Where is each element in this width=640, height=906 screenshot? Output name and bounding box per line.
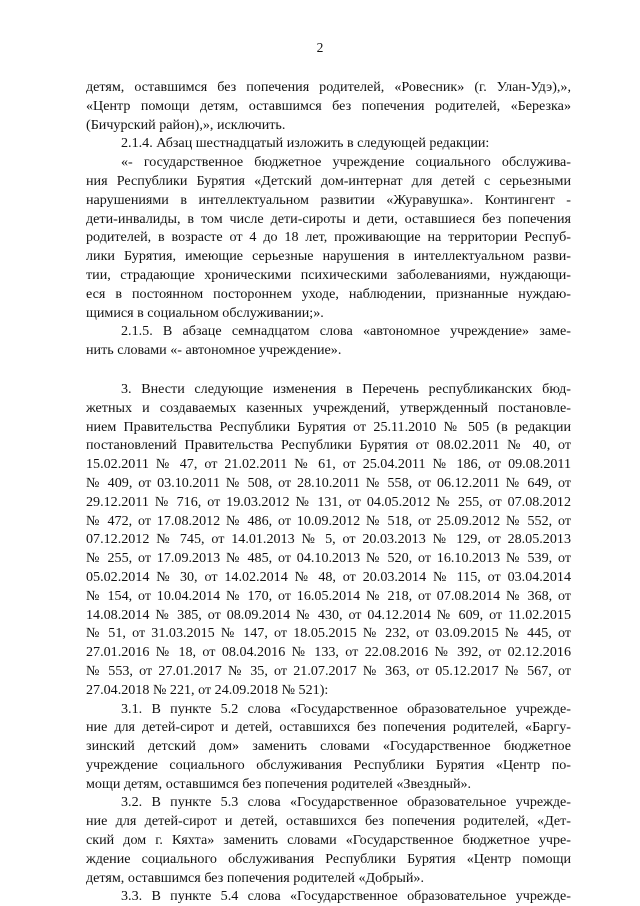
text-line: зинский детский дом» заменить словами «Государственное бюджетное [86, 738, 571, 755]
text-line: 27.01.2016 № 18, от 08.04.2016 № 133, от 22.08.2016 № 392, от 02.12.2016 [86, 644, 571, 661]
text-line: 3.2. В пункте 5.3 слова «Государственное образовательное учрежде- [121, 794, 571, 811]
text-line: детям, оставшимся без попечения родителей, «Ровесник» (г. Улан-Удэ),», [86, 79, 571, 95]
text-line: нарушениями в интеллектуальном развитии «Журавушка». Контингент - [86, 191, 571, 208]
text-line: учреждение социального обслуживания Республики Бурятия «Центр по- [86, 756, 571, 773]
text-line: «- государственное бюджетное учреждение социального обслужива- [121, 154, 571, 171]
text-line: 14.08.2014 № 385, от 08.09.2014 № 430, от 04.12.2014 № 609, от 11.02.2015 [86, 606, 571, 623]
text-line: № 154, от 10.04.2014 № 170, от 16.05.2014 № 218, от 07.08.2014 № 368, от [86, 587, 571, 604]
text-line: ние для детей-сирот и детей, оставшихся без попечения родителей, «Баргу- [86, 719, 571, 736]
text-line: № 255, от 17.09.2013 № 485, от 04.10.2013 № 520, от 16.10.2013 № 539, от [86, 550, 571, 567]
text-line: 2.1.5. В абзаце семнадцатом слова «автономное учреждение» заме- [121, 323, 571, 340]
text-line: мощи детям, оставшимся без попечения родителей «Звездный». [86, 775, 472, 792]
text-line: (Бичурский район),», исключить. [86, 116, 286, 133]
text-line: лики Бурятия, имеющие серьезные нарушения в интеллектуальном разви- [86, 248, 571, 265]
text-line: 05.02.2014 № 30, от 14.02.2014 № 48, от 20.03.2014 № 115, от 03.04.2014 [86, 568, 571, 585]
text-line: 3.1. В пункте 5.2 слова «Государственное образовательное учрежде- [121, 700, 571, 717]
text-line: № 553, от 27.01.2017 № 35, от 21.07.2017 № 363, от 05.12.2017 № 567, от [86, 662, 571, 679]
text-line: жетных и создаваемых казенных учреждений, утвержденный постановле- [86, 399, 571, 416]
text-line: 15.02.2011 № 47, от 21.02.2011 № 61, от 25.04.2011 № 186, от 09.08.2011 [86, 456, 571, 473]
text-line: нить словами «- автономное учреждение». [86, 342, 342, 359]
text-line: № 51, от 31.03.2015 № 147, от 18.05.2015 № 232, от 03.09.2015 № 445, от [86, 625, 571, 642]
paragraph-gap [86, 360, 571, 380]
text-line: еся в постоянном постороннем уходе, наблюдении, признанные нуждаю- [86, 285, 571, 302]
text-line: 3. Внести следующие изменения в Перечень республиканских бюд- [121, 380, 571, 397]
document-body [86, 78, 571, 906]
text-line: № 409, от 03.10.2011 № 508, от 28.10.2011 № 558, от 06.12.2011 № 649, от [86, 474, 571, 491]
page-number: 2 [316, 40, 324, 55]
text-line: 07.12.2012 № 745, от 14.01.2013 № 5, от 20.03.2013 № 129, от 28.05.2013 [86, 531, 571, 548]
text-line: ждение социального обслуживания Республики Бурятия «Центр помощи [86, 850, 571, 867]
text-line: дети-инвалиды, в том числе дети-сироты и дети, оставшиеся без попечения [86, 210, 571, 227]
text-line: «Центр помощи детям, оставшимся без попечения родителей, «Березка» [86, 97, 571, 114]
text-line: 2.1.4. Абзац шестнадцатый изложить в следующей редакции: [121, 135, 490, 152]
text-line: тии, страдающие хроническими психическими заболеваниями, нуждающи- [86, 266, 571, 283]
text-line: 27.04.2018 № 221, от 24.09.2018 № 521): [86, 681, 329, 698]
text-line: ский дом г. Кяхта» заменить словами «Государственное бюджетное учре- [86, 832, 571, 849]
text-line: ния Республики Бурятия «Детский дом-интернат для детей с серьезными [86, 172, 571, 189]
text-line: детям, оставшимся без попечения родителей «Добрый». [86, 869, 424, 886]
text-line: 29.12.2011 № 716, от 19.03.2012 № 131, от 04.05.2012 № 255, от 07.08.2012 [86, 493, 571, 510]
text-line: № 472, от 17.08.2012 № 486, от 10.09.2012 № 518, от 25.09.2012 № 552, от [86, 512, 571, 529]
text-line: 3.3. В пункте 5.4 слова «Государственное образовательное учрежде- [121, 888, 571, 905]
text-line: родителей, в возрасте от 4 до 18 лет, проживающие на территории Респуб- [86, 229, 571, 246]
text-line: постановлений Правительства Республики Бурятия от 08.02.2011 № 40, от [86, 437, 571, 454]
text-line: ние для детей-сирот и детей, оставшихся без попечения родителей, «Дет- [86, 813, 571, 830]
text-line: щимися в социальном обслуживании;». [86, 304, 324, 321]
text-line: нием Правительства Республики Бурятия от 25.11.2010 № 505 (в редакции [86, 418, 571, 435]
